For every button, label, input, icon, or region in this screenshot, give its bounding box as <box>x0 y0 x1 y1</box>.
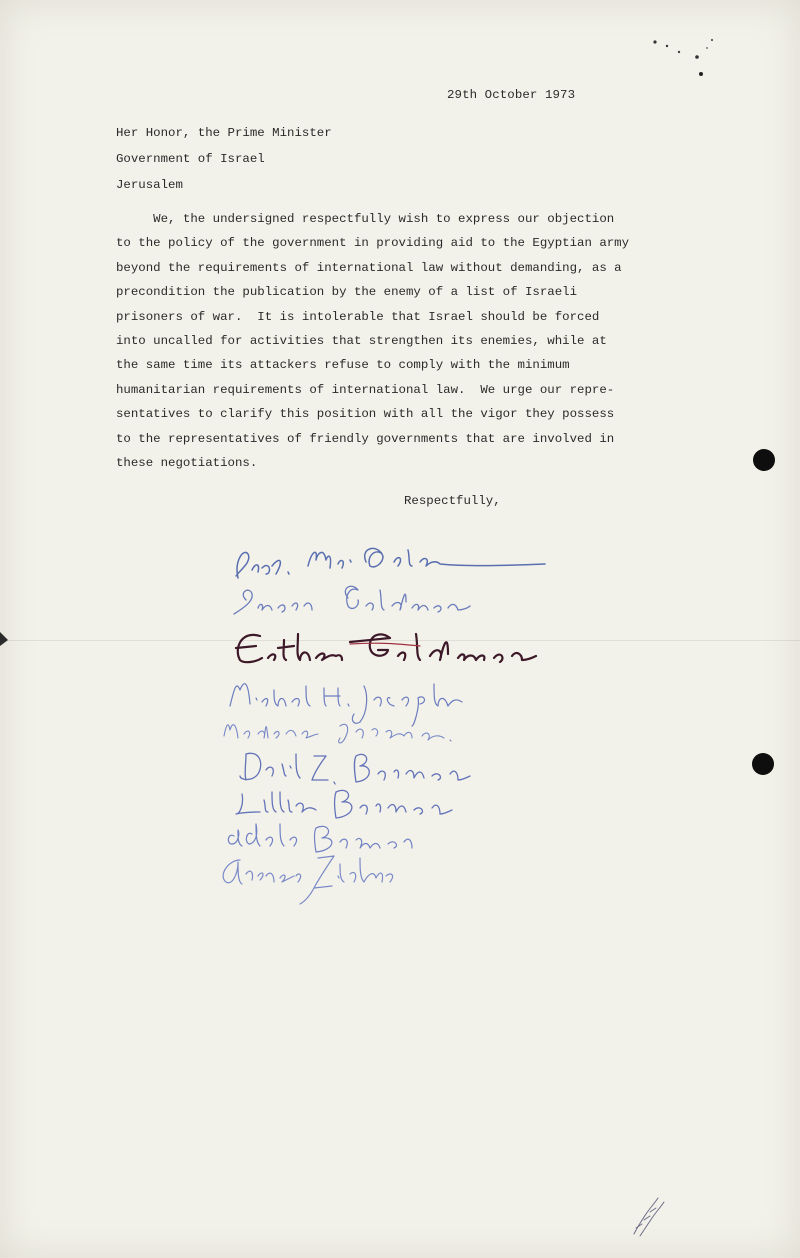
body-line: these negotiations. <box>116 456 258 471</box>
recipient-address <box>116 120 332 198</box>
body-line: the same time its attackers refuse to comply with the minimum <box>116 358 570 373</box>
body-line: to the policy of the government in providing aid to the Egyptian army <box>116 236 630 251</box>
signature-8 <box>228 824 412 852</box>
signature-9 <box>223 856 392 904</box>
punch-hole-upper <box>753 449 775 471</box>
signature-4 <box>230 684 462 726</box>
signature-3 <box>236 634 536 662</box>
body-line: beyond the requirements of international law without demanding, as a <box>116 260 622 275</box>
body-line: prisoners of war. It is intolerable that Israel should be forced <box>116 309 600 324</box>
letter-closing: Respectfully, <box>404 494 501 508</box>
signature-1 <box>236 548 545 578</box>
body-line: humanitarian requirements of international law. We urge our repre- <box>116 382 615 397</box>
archive-stamp-mark <box>628 1190 668 1240</box>
signature-2 <box>234 586 470 614</box>
address-line-2: Government of Israel <box>116 152 265 166</box>
body-line: into uncalled for activities that strengthen its enemies, while at <box>116 334 607 349</box>
letter-body <box>116 207 716 475</box>
signature-6 <box>240 753 470 784</box>
signature-block <box>200 530 580 920</box>
body-line: to the representatives of friendly governments that are involved in <box>116 431 615 446</box>
body-line: sentatives to clarify this position with all the vigor they possess <box>116 407 615 422</box>
signature-7 <box>236 790 452 818</box>
paper-specks <box>645 30 735 90</box>
address-line-1: Her Honor, the Prime Minister <box>116 126 332 140</box>
letter-date: 29th October 1973 <box>447 88 576 102</box>
body-line: We, the undersigned respectfully wish to express our objection <box>116 212 615 226</box>
body-line: precondition the publication by the enemy of a list of Israeli <box>116 285 578 300</box>
punch-hole-lower <box>752 753 774 775</box>
signature-5 <box>224 724 451 743</box>
address-line-3: Jerusalem <box>116 178 183 192</box>
edge-tear-mark <box>0 628 10 650</box>
